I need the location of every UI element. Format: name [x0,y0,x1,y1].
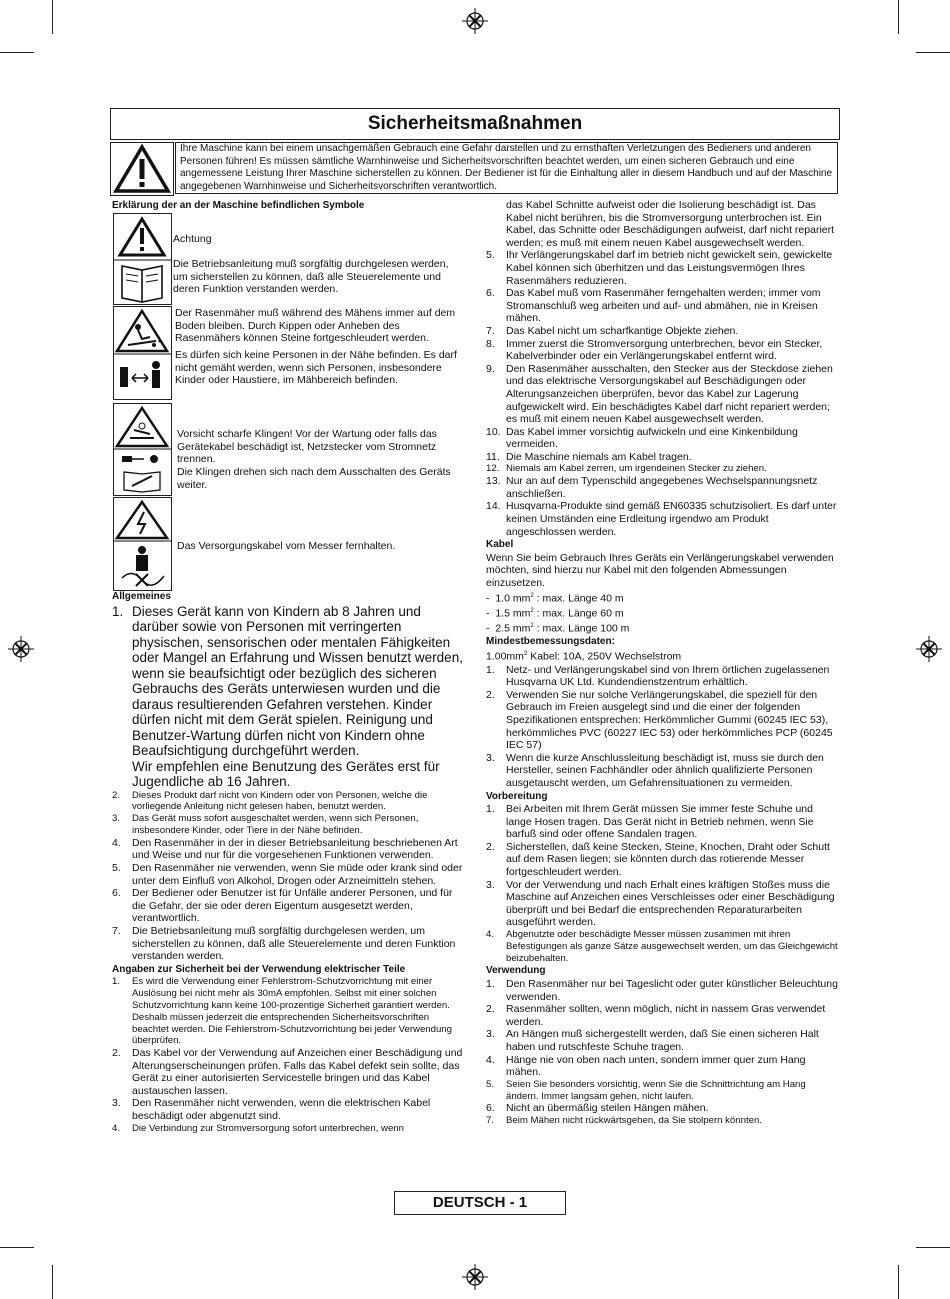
list-item: 14. Husqvarna-Produkte sind gemäß EN60335 schutzisoliert. Es darf unter keinen Umständen eine Erdleitung irgendwo am Produkt angeschlossen werden. [486,500,837,538]
symbol-manual-text: Die Betriebsanleitung muß sorgfältig durchgelesen werden, um sicherstellen zu können, daß alle Steuerelemente und deren Funktion verstanden werden. [173,258,449,296]
list-item: 3. Das Gerät muss sofort ausgeschaltet werden, wenn sich Personen, insbesondere Kinder, oder Tiere in der Nähe befinden. [112,813,419,836]
unplug-icon [122,455,158,463]
list-item: 1. Es wird die Verwendung einer Fehlerstrom-Schutzvorrichtung mit einer Auslösung bei nicht mehr als 30mA empfohlen. Selbst mit einer solchen Schutzvorrichtung kann keine 100-prozentige Sicherheit garantiert werden. Deshalb müssen jederzeit die entsprechenden Sicherheitsvorschriften beachtet werden. Die Fehlerstrom-Schutzvorrichtung bei jeder Verwendung überprüfen. [112,976,452,1047]
tilt-mower-icon [117,311,167,351]
elektrisch-heading: Angaben zur Sicherheit bei der Verwendung elektrischer Teile [112,963,406,975]
crop-mark [0,1247,34,1248]
list-item: 7. Die Betriebsanleitung muß sorgfältig durchgelesen werden, um sicherstellen zu können, daß alle Steuerelemente und deren Funktion verstanden werden. [112,924,456,963]
list-item: 4. Abgenutzte oder beschädigte Messer müssen zusammen mit ihren Befestigungen als ganze Sätze ausgewechselt werden, um das Gleichgewicht beizubehalten. [486,929,838,964]
registration-mark-icon [462,8,488,34]
cable-person-icon [122,546,164,586]
verwendung-heading: Verwendung [486,965,546,977]
crop-mark [898,1265,899,1299]
list-item: 6. Der Bediener oder Benutzer ist für Unfälle anderer Personen, und für die Gefahr, der sie oder deren Eigentum ausgesetzt werden, verantwortlich. [112,887,453,925]
list-item: 6. Nicht an übermäßig steilen Hängen mähen. [486,1102,709,1115]
list-item: 3. Vor der Verwendung und nach Erhalt eines kräftigen Stoßes muss die Maschine auf Anzeichen eines Verschleisses oder einer Beschädigung überprüft und bei Bedarf die entsprechenden Reparaturarbeiten ausgeführt werden. [486,878,835,929]
kabel-item: - 1.0 $mm^2$ : max. Länge 40 m [486,592,624,605]
page-title: Sicherheitsmaßnahmen [110,108,840,140]
kabel-item: - 2.5 $mm^2$ : max. Länge 100 m [486,622,630,635]
list-item: 4. Die Verbindung zur Stromversorgung sofort unterbrechen, wenn [112,1122,404,1134]
left-column [112,590,464,1134]
electric-shock-icon [117,502,167,538]
kabel-text: Wenn Sie beim Gebrauch Ihres Geräts ein Verlängerungskabel verwenden möchten, sind hierzu nur Kabel mit den folgenden Abmessungen einzusetzen. [486,551,834,590]
keep-distance-icon [120,361,160,388]
list-item: 3. Wenn die kurze Anschlussleitung beschädigt ist, muss sie durch den Hersteller, seinen Fachhändler oder ähnlich qualifizierte Personen ausgetauscht werden, um Gefahrensituationen zu vermeiden. [486,751,824,789]
symbol-ground-text: Der Rasenmäher muß während des Mähens immer auf dem Boden bleiben. Durch Kippen oder Anheben des Rasenmähers können Steine fortgeschleudert werden. [175,307,456,345]
list-item: 1. Den Rasenmäher nur bei Tageslicht oder guter künstlicher Beleuchtung verwenden. [486,978,838,1003]
registration-mark-icon [916,636,942,662]
symbol-group-4 [113,497,172,591]
list-item: 10. Das Kabel immer vorsichtig aufwickeln und eine Kinkenbildung vermeiden. [486,425,798,451]
crop-mark [52,1265,53,1299]
symbol-blades-text: Vorsicht scharfe Klingen! Vor der Wartung oder falls das Gerätekabel beschädigt ist, Netzstecker vom Stromnetz trennen. [177,428,437,466]
crop-mark [52,0,53,34]
list-item: 5. Ihr Verlängerungskabel darf im betrieb nicht gewickelt sein, gewickelte Kabel können sich überhitzen und das Leistungsvermögen Ihres Rasenmähers reduzieren. [486,249,833,287]
warning-triangle-icon [110,142,174,196]
list-item: 3. Den Rasenmäher nicht verwenden, wenn die elektrischen Kabel beschädigt oder abgenutzt sind. [112,1097,431,1123]
list-item: 12. Niemals am Kabel zerren, um irgendeinen Stecker zu ziehen. [486,463,767,475]
crop-mark [898,0,899,34]
list-item: 1. Dieses Gerät kann von Kindern ab 8 Jahren und darüber sowie von Personen mit verringerten physischen, sensorischen oder mentalen Fähigkeiten oder Mangel an Erfahrung und Wissen benutzt werden, wenn sie beaufsichtigt oder bezüglich des sicheren Gebrauchs des Geräts unterwiesen wurden und die daraus resultierenden Gefahren verstehen. Kinder dürfen nicht mit dem Gerät spielen. Reinigung und Benutzer-Wartung dürfen nicht von Kindern ohne Beaufsichtigung durchgeführt werden. Wir empfehlen eine Benutzung des Gerätes erst für Jugendliche ab 16 Jahren. [112,603,463,790]
list-item: 5. Den Rasenmäher nie verwenden, wenn Sie müde oder krank sind oder unter dem Einfluß von Alkohol, Drogen oder Arzneimitteln stehen. [112,861,463,887]
list-item: 2. Das Kabel vor der Verwendung auf Anzeichen einer Beschädigung und Alterungserscheinungen prüfen. Falls das Kabel defekt sein sollte, das Gerät zu einer autorisierten Servicestelle bringen und das Kabel austauschen lassen. [112,1047,463,1097]
blade-warning-icon [117,408,167,446]
list-item: 2. Sicherstellen, daß keine Stecken, Steine, Knochen, Draht oder Schutt auf dem Rasen liegen; sie könnten durch das rotierende Messer fortgeschleudert werden. [486,840,830,879]
symbol-persons-text: Es dürfen sich keine Personen in der Nähe befinden. Es darf nicht gemäht werden, wenn sich Personen, insbesondere Kinder oder Haustiere, im Mähbereich befinden. [175,349,457,387]
intro-text: Ihre Maschine kann bei einem unsachgemäßen Gebrauch eine Gefahr darstellen und zu ernsthaften Verletzungen des Bedieners und anderen Personen führen! Es müssen sämtliche Warnhinweise und Sicherheitsvorschriften beachtet werden, um einen sicheren Gebrauch und eine angemessene Leistung Ihrer Maschine sicherstellen zu können. Der Bediener ist für die Einhaltung aller in diesem Handbuch und auf der Maschine angegebenen Warnhinweise und Sicherheitsvorschriften verantwortlich. [175,142,838,194]
kabel-heading: Kabel [486,539,514,551]
symbol-achtung-text: Achtung [173,233,212,245]
right-column [486,199,838,1127]
symbol-group-3 [113,403,172,496]
crop-mark [916,1247,950,1248]
list-item: 7. Beim Mähen nicht rückwärtsgehen, da Sie stolpern könnten. [486,1114,762,1126]
mindest-heading: Mindestbemessungsdaten: [486,635,615,647]
symbol-group-1 [113,213,172,305]
list-item: 8. Immer zuerst die Stromversorgung unterbrechen, bevor ein Stecker, Kabelverbinder oder ein Verlängerungskabel entfernt wird. [486,337,823,363]
list-item: 2. Dieses Produkt darf nicht von Kindern oder von Personen, welche die vorliegende Anleitung nicht gelesen haben, benutzt werden. [112,789,428,813]
manual-book-icon [122,266,162,302]
list-item: 2. Rasenmäher sollten, wenn möglich, nicht in nassem Gras verwendet werden. [486,1003,826,1028]
list-item: 5. Seien Sie besonders vorsichtig, wenn Sie die Schnittrichtung am Hang ändern. Immer langsam gehen, nicht laufen. [486,1078,806,1102]
list-item: 7. Das Kabel nicht um scharfkantige Objekte ziehen. [486,324,739,337]
registration-mark-icon [462,1264,488,1290]
kabel-item: - 1.5 $mm^2$ : max. Länge 60 m [486,607,624,620]
list-item: 1. Bei Arbeiten mit Ihrem Gerät müssen Sie immer feste Schuhe und lange Hosen tragen. Das Gerät nicht in Betrieb nehmen, wenn Sie barfuß sind oder offene Sandalen tragen. [486,803,814,841]
list-item: 4. Den Rasenmäher in der in dieser Betriebsanleitung beschriebenen Art und Weise und nur für die vorgesehenen Funktionen verwenden. [112,836,458,862]
list-item: 3. An Hängen muß sichergestellt werden, daß Sie einen sicheren Halt haben und rutschfeste Schuhe tragen. [486,1028,819,1053]
symbol-cable-text: Das Versorgungskabel vom Messer fernhalten. [177,540,396,552]
list-item: 2. Verwenden Sie nur solche Verlängerungskabel, die speziell für den Gebrauch im Freien ausgelegt sind und die einer der folgenden Spezifikationen entsprechen: Herkömmlicher Gummi (60245 IEC 53), herkömmliches PVC (60227 IEC 53) oder herkömmliches PCP (60245 IEC 57) [486,688,833,752]
list-item: 13. Nur an auf dem Typenschild angegebenes Wechselspannungsnetz anschließen. [486,475,818,500]
symbol-blades2-text: Die Klingen drehen sich nach dem Ausschalten des Geräts weiter. [177,466,451,491]
registration-mark-icon [8,636,34,662]
crop-mark [916,52,950,53]
list-item: 9. Den Rasenmäher ausschalten, den Stecker aus der Steckdose ziehen und das elektrische Versorgungskabel auf Beschädigungen oder Alterungsanzeichen überprüfen, bevor das Kabel zur Lagerung aufgewickelt wird. Ein beschädigtes Kabel darf nicht repariert werden; es muß mit einem neuen Kabel ausgewechselt werden. [486,362,833,426]
warning-triangle-icon [120,219,164,255]
manual-book-icon [124,472,160,492]
page-footer: DEUTSCH - 1 [394,1191,566,1215]
vorbereitung-heading: Vorbereitung [486,790,548,802]
mindest-text: $1.00mm^2$ Kabel: 10A, 250V Wechselstrom [486,650,682,663]
list-item: 1. Netz- und Verlängerungskabel sind von Ihrem örtlichen zugelassenen Husqvarna UK Ltd. Kundendienstzentrum erhältlich. [486,663,830,689]
list-item: 4. Hänge nie von oben nach unten, sondern immer quer zum Hang mähen. [486,1053,806,1079]
list-item: 6. Das Kabel muß vom Rasenmäher ferngehalten werden; immer vom Stromanschluß weg arbeiten und auf- und abmähen, nie in Kreisen mähen. [486,287,821,325]
symbols-heading: Erklärung der an der Maschine befindlichen Symbole [112,200,365,211]
allgemeines-heading: Allgemeines [112,591,171,602]
list-item: 11. Die Maschine niemals am Kabel tragen. [486,450,692,463]
crop-mark [0,52,34,53]
list-item-continuation: das Kabel Schnitte aufweist oder die Isolierung beschädigt ist. Das Kabel nicht berühren, bis die Stromversorgung unterbrochen ist. Ein Kabel, das Schnitte oder Beschädigungen aufweist, darf nicht repariert werden; es muß mit einem neuen Kabel ausgewechselt werden. [506,199,835,249]
symbol-group-2 [113,306,172,400]
